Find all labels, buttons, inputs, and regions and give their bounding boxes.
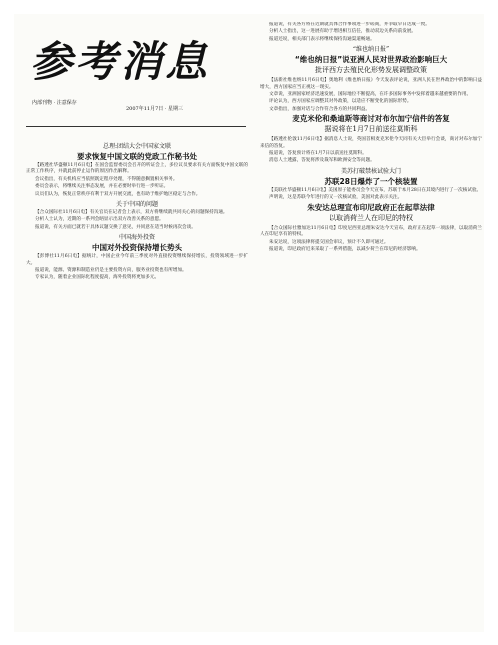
body-paragraph: 分析人士指出，这一进展有助于增进相互信任，推动双边关系向前发展。	[269, 29, 417, 35]
right-article-4-subhead: 以取消荷兰人在印尼的特权	[329, 213, 413, 222]
body-paragraph: 消息人士透露，答复将涉及裁军和欧洲安全等问题。	[269, 158, 375, 164]
body-paragraph: 委员会表示，将继续关注事态发展，并在必要时举行进一步听证。	[35, 184, 169, 190]
left-article-1-kicker: 总理:团结大会中国家文联	[102, 143, 172, 150]
masthead	[14, 14, 250, 132]
right-article-1-subhead: 批评西方去殖民化形势发展调整政策	[315, 66, 427, 75]
body-paragraph: 【美联社华盛顿11月6日电】美国原子能委员会今天宣布，苏联于本月28日在其境内进行了一次核试验。	[269, 187, 482, 193]
body-paragraph: 【合众国际社雅加达11月6日电】印度尼西亚总理朱安达今天宣布，政府正在起草一项法律，以取消荷兰人在印尼享有的特权。	[260, 225, 482, 238]
body-paragraph: 报道说，答复预计将在1月7日以前送往莫斯科。	[269, 151, 367, 157]
body-paragraph: 会议指出，有关机构应当依照既定程序处理，不得随意搁置相关事务。	[35, 176, 178, 182]
body-paragraph: 专家认为，随着企业国际化程度提高，海外投资将更加多元。	[35, 275, 160, 281]
right-article-4-headline: 朱安达总理宣布印尼政府正在起草法律	[307, 202, 435, 212]
masthead-issue-date: 2007年11月7日 · 星期三	[126, 106, 184, 112]
left-article-1-headline: 要求恢复中国文联的党政工作秘书处	[77, 152, 197, 161]
newspaper-page	[14, 14, 484, 632]
body-paragraph: 文章指出，加强对话与合作符合各方的共同利益。	[269, 106, 371, 112]
masthead-title: 参考消息	[30, 37, 211, 86]
body-paragraph: 报道说，有关各方将在近期就具体合作事项进一步磋商，并争取早日达成一致。	[269, 22, 430, 27]
right-article-1-kicker: “维也纳日报”	[352, 46, 390, 54]
body-paragraph: 报道说，有关方面已就若干具体议题交换了意见，并同意在适当时候再次会谈。	[35, 224, 196, 230]
body-paragraph: 分析人士认为，近期的一系列会晤显示出双方改善关系的意愿。	[35, 217, 164, 223]
body-paragraph: 【路透社华盛顿11月6日电】在国会监督委员会召开的听证会上，多位议员要求有关方面恢复中国文联的正常工作秩序，并就此前停止运作的原因作出解释。	[26, 163, 248, 175]
body-paragraph: 声明说，这是苏联今年进行的又一次核试验，美国对此表示关注。	[269, 195, 403, 201]
masthead-subtitle: 内部刊物 · 注意保存	[32, 100, 77, 106]
right-article-1-headline: “维也纳日报”说亚洲人民对世界政治影响巨大	[294, 55, 448, 65]
body-paragraph: 【法新社维也纳11月6日电】奥地利《维也纳日报》今天发表评论说，亚洲人民在世界政治中的影响日益增大，西方国家应当正视这一现实。	[260, 78, 482, 90]
body-paragraph: 【合众国际社11月6日电】有关官员在记者会上表示，双方将继续就共同关心的问题保持沟通。	[35, 210, 228, 216]
left-article-3-kicker: 中国海外投资	[118, 234, 155, 242]
body-paragraph: 报道说，能源、资源和制造业仍是主要投资方向，服务业投资也有所增加。	[35, 268, 187, 274]
body-paragraph: 评论认为，西方国家应调整其对外政策，以适应不断变化的国际形势。	[269, 99, 412, 105]
left-article-2-kicker: 关于中国的问题	[115, 201, 158, 209]
body-paragraph: 报道说，印尼政府近来采取了一系列措施，以减少荷兰在印尼的经济影响。	[269, 246, 421, 252]
body-paragraph: 【路透社伦敦11月6日电】据消息人士说，英国首相麦克米伦今天同有关大臣举行会谈，商讨对布尔加宁来信的答复。	[260, 137, 482, 149]
right-article-3-headline: 苏联28日爆炸了一个核装置	[324, 176, 418, 186]
left-article-3-headline: 中国对外投资保持增长势头	[92, 243, 182, 253]
right-article-3-kicker: 美苏打破禁核试验大门	[340, 167, 401, 175]
right-column	[260, 22, 482, 628]
left-column	[26, 140, 248, 628]
right-article-2-headline: 麦克米伦和桑迪斯等商讨对布尔加宁信件的答复	[292, 114, 450, 124]
body-paragraph: 文章说，亚洲国家经济迅速发展，国际地位不断提高，在许多国际事务中发挥着越来越重要的作用。	[269, 92, 472, 98]
body-paragraph: 【彭博社11月6日电】据统计，中国企业今年前三季度对外直接投资继续保持增长，投资领域进一步扩大。	[26, 254, 248, 266]
body-paragraph: 朱安达说，这项法律将提交国会审议，预计不久即可通过。	[269, 239, 389, 245]
right-article-2-subhead: 据说将在1月7日前送往莫斯科	[324, 125, 418, 134]
body-paragraph: 议员们认为，恢复正常秩序有利于双方开展交流，也有助于维护地区稳定与合作。	[35, 191, 201, 197]
body-paragraph: 报道还说，相关部门表示将继续保持沟通渠道畅通。	[269, 36, 375, 42]
masthead-divider	[26, 126, 246, 127]
